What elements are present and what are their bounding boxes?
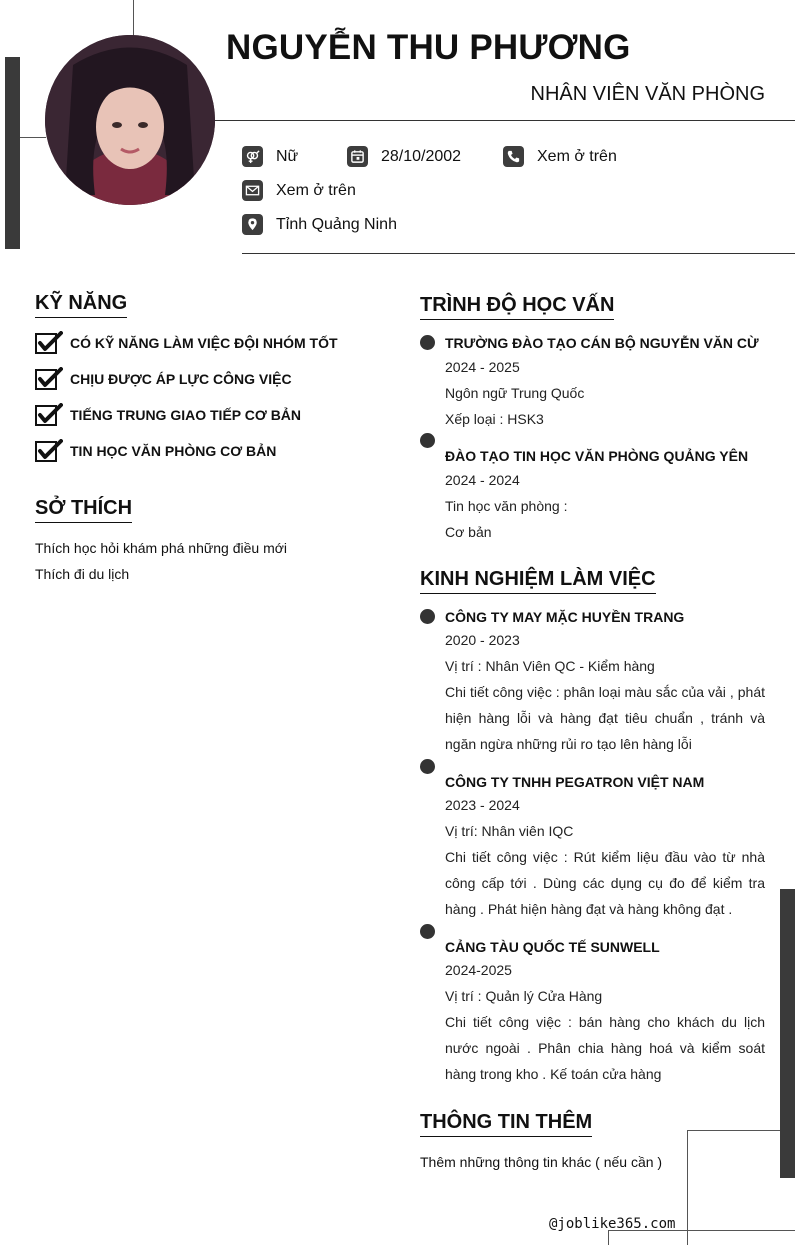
decor-line-avatar [20,137,46,138]
education-line: Cơ bản [445,524,492,540]
email-value: Xem ở trên [276,181,356,199]
experience-entry [420,608,765,757]
contact-divider [242,253,795,254]
job-title: NHÂN VIÊN VĂN PHÒNG [530,83,765,105]
skill-item [35,439,276,463]
skill-label: TIẾNG TRUNG GIAO TIẾP CƠ BẢN [70,407,302,423]
checkbox-check-icon [35,331,63,355]
education-title: TRÌNH ĐỘ HỌC VẤN [420,294,614,320]
experience-years: 2020 - 2023 [445,632,520,648]
bullet-dot [420,335,435,350]
avatar-portrait [45,35,215,205]
education-line: Xếp loại : HSK3 [445,411,544,427]
watermark: @joblike365.com [549,1216,676,1232]
bullet-dot [420,759,435,774]
experience-details: Chi tiết công việc : phân loại màu sắc của vải , phát hiện hàng lỗi và hàng đạt tiêu chuẩn , tránh và ngăn ngừa những rủi ro tạo lên hàng lỗi [445,684,765,752]
decor-corner-vline [608,1230,609,1245]
experience-details: Chi tiết công việc : bán hàng cho khách du lịch nước ngoài . Phân chia hàng hoá và kiểm soát hàng trong kho . Kế toán cửa hàng [445,1014,765,1082]
experience-details: Chi tiết công việc : Rút kiểm liệu đầu vào từ nhà công cấp tới . Dùng các dụng cụ đo để kiểm tra hàng . Phát hiện hàng đạt và hàng không đạt . [445,849,765,917]
checkbox-check-icon [35,403,63,427]
calendar-icon [347,146,368,167]
decor-line-top [133,0,134,36]
education-years: 2024 - 2025 [445,359,520,375]
checkbox-check-icon [35,439,63,463]
experience-years: 2024-2025 [445,962,512,978]
experience-position: Vị trí : Nhân Viên QC - Kiểm hàng [445,658,655,674]
skill-label: CÓ KỸ NĂNG LÀM VIỆC ĐỘI NHÓM TỐT [70,335,338,351]
skill-item [35,331,338,355]
skills-title: KỸ NĂNG [35,292,127,318]
decor-corner-box [687,1130,780,1245]
experience-company: CÔNG TY MAY MẶC HUYỀN TRANG [445,609,685,625]
decor-bar-right [780,889,795,1178]
experience-years: 2023 - 2024 [445,797,520,813]
skill-item [35,367,292,391]
phone-icon [503,146,524,167]
skill-label: CHỊU ĐƯỢC ÁP LỰC CÔNG VIỆC [70,371,292,387]
birthdate-value: 28/10/2002 [381,147,462,165]
address-value: Tỉnh Quảng Ninh [276,215,397,233]
education-line: Tin học văn phòng : [445,498,568,514]
decor-bar-left [5,57,20,249]
checkbox-check-icon [35,367,63,391]
education-entry [420,447,765,545]
contact-address [242,214,397,235]
education-years: 2024 - 2024 [445,472,520,488]
contact-phone [503,146,617,167]
hobby-item: Thích đi du lịch [35,566,130,582]
experience-entry [420,938,765,1087]
education-school: TRƯỜNG ĐÀO TẠO CÁN BỘ NGUYỄN VĂN CỪ [445,335,759,351]
skill-label: TIN HỌC VĂN PHÒNG CƠ BẢN [70,443,277,459]
gender-value: Nữ [276,147,299,165]
email-icon [242,180,263,201]
contact-email [242,180,356,201]
education-line: Ngôn ngữ Trung Quốc [445,385,585,401]
education-school: ĐÀO TẠO TIN HỌC VĂN PHÒNG QUẢNG YÊN [445,448,749,464]
skill-item [35,403,301,427]
bullet-dot [420,924,435,939]
contact-gender [242,146,298,167]
bullet-dot [420,609,435,624]
extra-title: THÔNG TIN THÊM [420,1111,592,1137]
location-icon [242,214,263,235]
experience-position: Vị trí : Quản lý Cửa Hàng [445,988,603,1004]
gender-icon [242,146,263,167]
candidate-name: NGUYỄN THU PHƯƠNG [226,28,631,67]
phone-value: Xem ở trên [537,147,617,165]
experience-title: KINH NGHIỆM LÀM VIỆC [420,568,656,594]
hobby-item: Thích học hỏi khám phá những điều mới [35,540,288,556]
education-entry [420,334,765,432]
bullet-dot [420,433,435,448]
header-divider [215,120,795,121]
experience-entry [420,773,765,922]
contact-birthdate [347,146,461,167]
avatar [45,35,215,205]
experience-position: Vị trí: Nhân viên IQC [445,823,574,839]
hobbies-title: SỞ THÍCH [35,497,132,523]
experience-company: CẢNG TÀU QUỐC TẾ SUNWELL [445,939,660,955]
experience-company: CÔNG TY TNHH PEGATRON VIỆT NAM [445,774,705,790]
extra-text: Thêm những thông tin khác ( nếu cần ) [420,1154,663,1170]
